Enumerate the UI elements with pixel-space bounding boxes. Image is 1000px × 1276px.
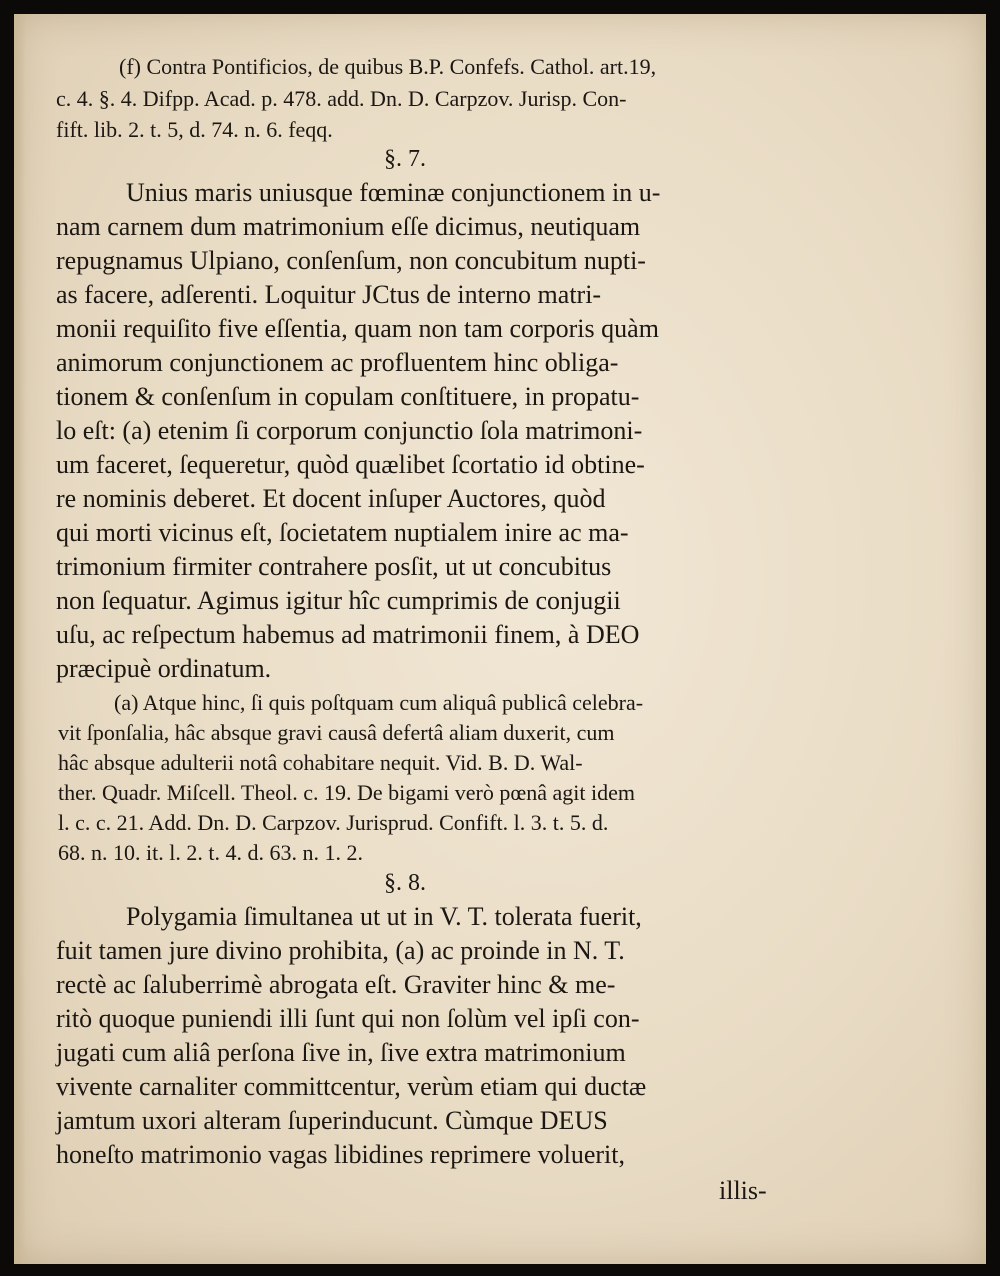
footnote-line: fift. lib. 2. t. 5, d. 74. n. 6. feqq.	[56, 117, 333, 142]
body-line: præcipuè ordinatum.	[56, 654, 272, 683]
body-line: tionem & conſenſum in copulam conſtituere, in propatu-	[56, 382, 640, 411]
body-line: um faceret, ſequeretur, quòd quælibet ſcortatio id obtine-	[56, 450, 645, 479]
body-line: vivente carnaliter committcentur, verùm etiam qui ductæ	[56, 1072, 647, 1101]
page-edge-shadow	[14, 14, 26, 1264]
footnote-line: 68. n. 10. it. l. 2. t. 4. d. 63. n. 1. 2.	[58, 840, 363, 865]
body-line: fuit tamen jure divino prohibita, (a) ac proinde in N. T.	[56, 936, 625, 965]
body-line: trimonium firmiter contrahere posſit, ut ut concubitus	[56, 552, 612, 581]
footnote-line: c. 4. §. 4. Difpp. Acad. p. 478. add. Dn. D. Carpzov. Jurisp. Con-	[56, 86, 627, 111]
footnote-line: (a) Atque hinc, ſi quis poſtquam cum aliquâ publicâ celebra-	[114, 690, 644, 715]
body-line: uſu, ac reſpectum habemus ad matrimonii finem, à DEO	[56, 620, 640, 649]
body-line: lo eſt: (a) etenim ſi corporum conjunctio ſola matrimoni-	[56, 416, 643, 445]
body-line: jugati cum aliâ perſona ſive in, ſive extra matrimonium	[56, 1038, 626, 1067]
body-line: jamtum uxori alteram ſuperinducunt. Cùmque DEUS	[56, 1106, 608, 1135]
body-line: nam carnem dum matrimonium eſſe dicimus, neutiquam	[56, 212, 641, 241]
footnote-line: ther. Quadr. Miſcell. Theol. c. 19. De bigami verò pœnâ agit idem	[58, 780, 635, 805]
body-line: non ſequatur. Agimus igitur hîc cumprimis de conjugii	[56, 586, 621, 615]
body-line: honeſto matrimonio vagas libidines reprimere voluerit,	[56, 1140, 625, 1169]
section-heading-8: §. 8.	[384, 870, 426, 896]
book-page	[14, 14, 986, 1264]
body-line: monii requiſito five eſſentia, quam non tam corporis quàm	[56, 314, 659, 343]
body-line: rectè ac ſaluberrimè abrogata eſt. Graviter hinc & me-	[56, 970, 616, 999]
footnote-line: vit ſponſalia, hâc absque gravi causâ defertâ aliam duxerit, cum	[58, 720, 615, 745]
body-line: Unius maris uniusque fœminæ conjunctionem in u-	[126, 178, 661, 207]
section-heading-7: §. 7.	[384, 146, 426, 172]
body-line: qui morti vicinus eſt, ſocietatem nuptialem inire ac ma-	[56, 518, 629, 547]
body-line: ritò quoque puniendi illi ſunt qui non ſolùm vel ipſi con-	[56, 1004, 640, 1033]
footnote-line: (f) Contra Pontificios, de quibus B.P. Confefs. Cathol. art.19,	[119, 54, 657, 79]
footnote-line: l. c. c. 21. Add. Dn. D. Carpzov. Jurisprud. Confift. l. 3. t. 5. d.	[58, 810, 609, 835]
body-line: re nominis deberet. Et docent inſuper Auctores, quòd	[56, 484, 606, 513]
body-line: repugnamus Ulpiano, conſenſum, non concubitum nupti-	[56, 246, 646, 275]
catchword: illis-	[719, 1176, 767, 1205]
body-line: as facere, adſerenti. Loquitur JCtus de interno matri-	[56, 280, 602, 309]
footnote-line: hâc absque adulterii notâ cohabitare nequit. Vid. B. D. Wal-	[58, 750, 583, 775]
body-line: animorum conjunctionem ac profluentem hinc obliga-	[56, 348, 619, 377]
body-line: Polygamia ſimultanea ut ut in V. T. tolerata fuerit,	[126, 902, 642, 931]
